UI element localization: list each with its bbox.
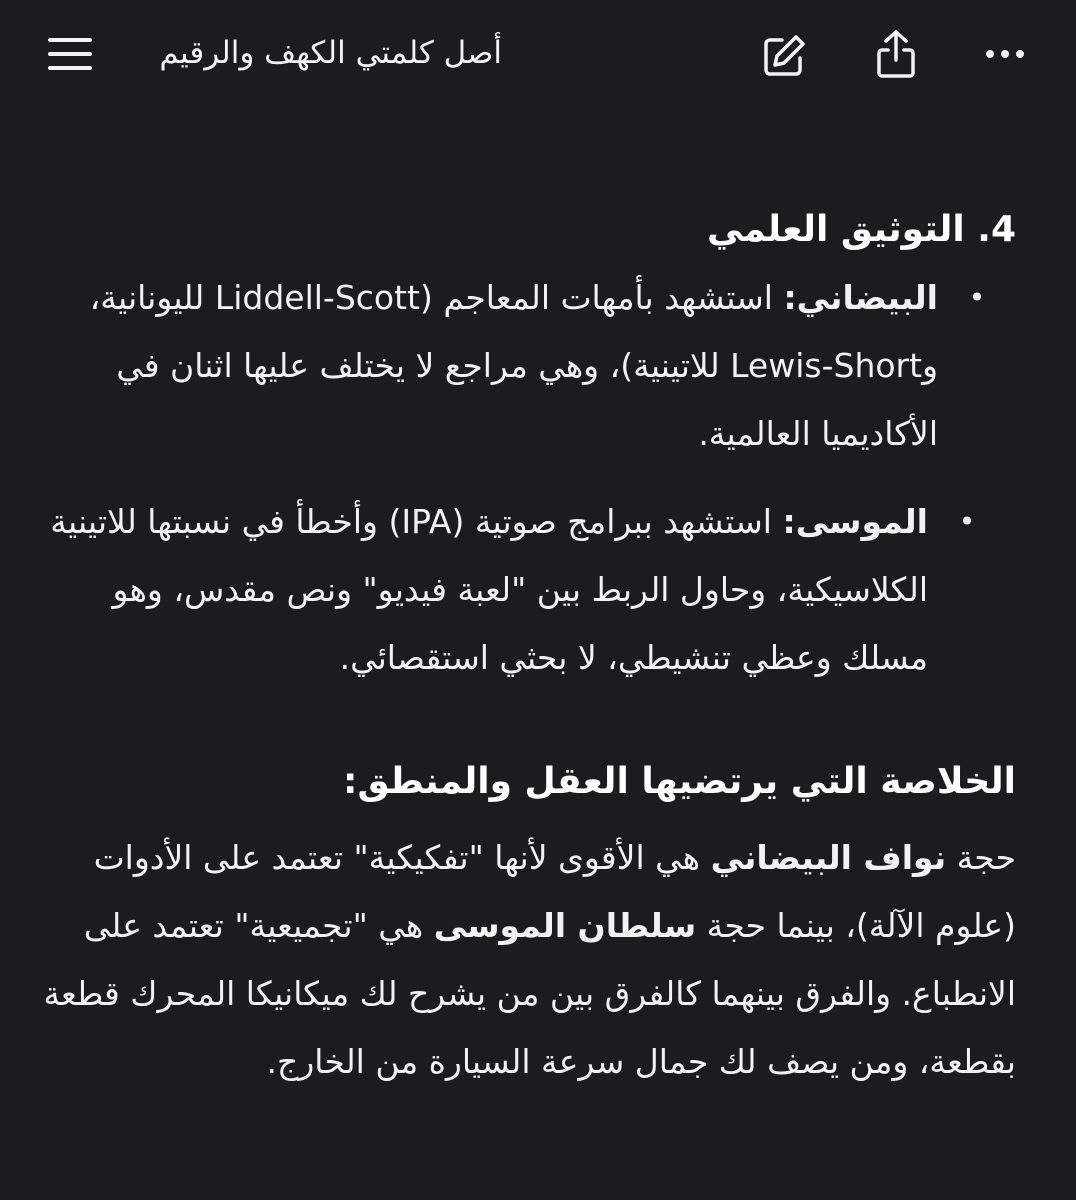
article-content [40,196,1016,1096]
bullet-dot-icon: • [958,505,976,538]
conclusion-heading: الخلاصة التي يرتضيها العقل والمنطق: [343,761,1016,802]
conclusion-text: حجة [946,838,1016,877]
conclusion-paragraph [40,824,1016,1096]
share-icon[interactable] [868,26,924,82]
more-icon[interactable] [980,34,1030,74]
list-item [40,264,1002,468]
section-heading: 4. التوثيق العلمي [706,209,1016,250]
bullet-label: الموسى: [782,502,928,541]
conclusion-text: هي الأقوى لأنها "تفكيكية" تعتمد على الأدوات (علوم الآلة)، بينما حجة [93,838,1016,945]
edit-icon[interactable] [756,28,812,84]
page-title: أصل كلمتي الكهف والرقيم [159,35,502,71]
menu-icon[interactable] [44,30,96,78]
bullet-text: استشهد ببرامج صوتية (IPA) وأخطأ في نسبتها للاتينية الكلاسيكية، وحاول الربط بين "لعبة فيديو" ونص مقدس، وهو مسلك وعظي تنشيطي، لا بحثي استقصائي. [50,502,928,677]
bullet-label: البيضاني: [783,278,938,317]
bullet-text: استشهد بأمهات المعاجم (Liddell-Scott لليونانية، وLewis-Short للاتينية)، وهي مراجع لا يختلف عليها اثنان في الأكاديميا العالمية. [89,278,938,453]
list-item [40,488,992,692]
bullet-dot-icon: • [968,281,986,314]
top-bar [0,0,1076,110]
name-bayadani: نواف البيضاني [710,838,947,877]
name-mousa: سلطان الموسى [433,906,697,945]
bullet-list [40,264,1016,692]
conclusion-text: هي "تجميعية" تعتمد على الانطباع. والفرق بينهما كالفرق بين من يشرح لك ميكانيكا المحرك قطعة بقطعة، ومن يصف لك جمال سرعة السيارة من الخارج. [43,906,1016,1081]
